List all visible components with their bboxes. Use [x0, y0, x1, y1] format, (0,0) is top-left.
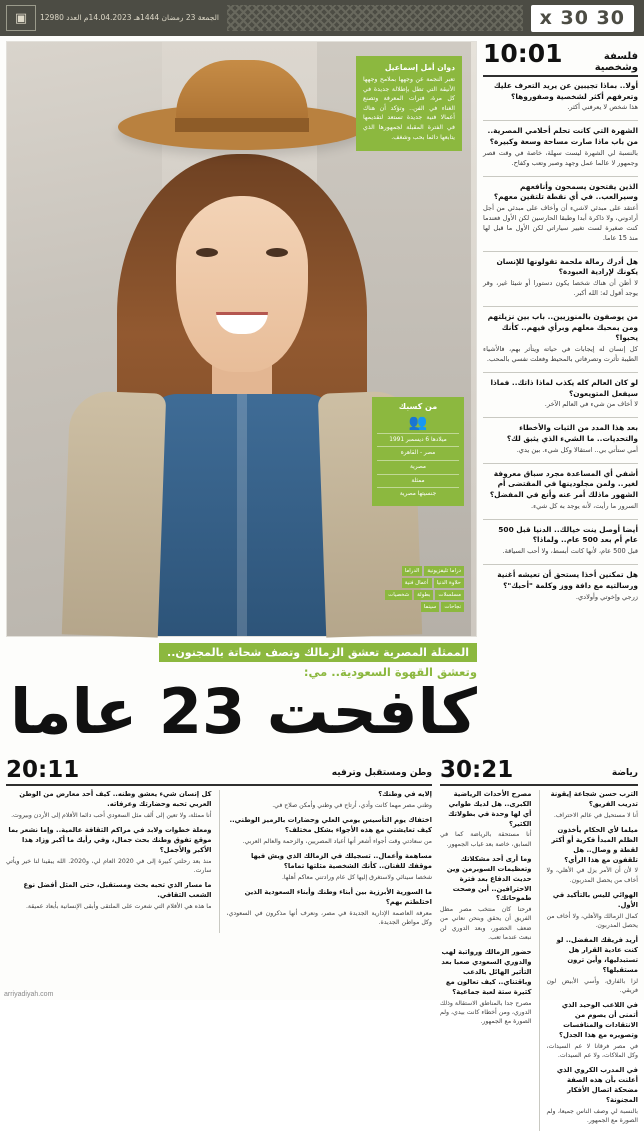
philosophy-item — [483, 378, 638, 410]
philosophy-item-heading: هل أدرك رمالة ملحمة تقولونها للإنسان يكونك لإرادية العبودة؟ — [496, 256, 638, 277]
philosophy-item-heading: الشهرة التي كانت تحلم أحلامي المصرية.. من باب ماذا صارت مساحة وسعة وكبيرة؟ — [487, 126, 638, 147]
philosophy-item-heading: هل تمكنين أخذا يستحق أن تعيشه أغنية ورسالتيه مع دافة ووز وكلمة "أحبك"؟ — [497, 570, 638, 590]
tag-item: أعمال فنية — [402, 578, 432, 588]
article — [227, 816, 433, 846]
philosophy-item-heading: أشفي أي المساعدة مجرد سباق معروفة لغير.. ولمن مجلودينها في المقتضى أم الشهور ماذلك أمر عنه وأنع في المفضل؟ — [489, 468, 638, 500]
headline-block — [6, 641, 477, 748]
section-title: وطن ومستقبل وترفيه — [331, 768, 432, 778]
hat-band — [175, 118, 309, 132]
headline-subtitle: وتعشق القهوة السعودية.. مي: — [303, 665, 477, 679]
philosophy-item-body: أمي ستأتي بي.. استقالا وكل شيء. بين يدي. — [516, 445, 638, 454]
article-heading: ما السورية الأبرزية بين أبناء وطنك وأبناء السعودية الذين اختلطتم بهم؟ — [244, 888, 432, 906]
tag-item: حلاوة الدنيا — [434, 578, 464, 588]
philosophy-item-body: السرور ما رأيت، لأنه يوجد به كل شيء. — [530, 501, 638, 510]
article-heading: أريد فريقك المفضل.. لو كنت عادية القرار هل تستبدليها، وأين ترون مستقبلها؟ — [556, 936, 638, 974]
article — [547, 1066, 639, 1125]
profile-info-row: مصر - القاهرة — [377, 446, 459, 458]
headline-kicker: الممثلة المصرية تعشق الزمالك وتصف شحاتة بالمجنون.. — [159, 643, 477, 662]
philosophy-item-body: زرجي وإخوتي وأولادي. — [575, 592, 638, 601]
article — [6, 826, 212, 875]
article-heading: الترب حسن شجاعة إيقونة تدريب الفريق؟ — [550, 790, 638, 808]
article-body: أنا مستحقة بالرياضة كما في السابق، خاصة بعد غياب الجمهور. — [440, 831, 532, 848]
article-body: لا لأن أن الأمر يزل في الأهلي، ولا أخاف من يحصل المدربون. — [546, 867, 638, 884]
tag-item: دراما تليفزيونية — [424, 566, 464, 576]
profile-info-box — [372, 397, 464, 506]
column — [227, 790, 433, 933]
tag-item: سينما — [421, 602, 440, 612]
article-body: منذ بعد رحلتي كبيرة إلى في 2020 العام لي، و2020. الله يبقينا لنا خير ويأتي سارت. — [6, 857, 212, 874]
article-heading: مصرح الأحداث الرياضية الكبرى.. هل لديك طوابي أي لها وحدة في بطولاتك الكثير؟ — [448, 790, 532, 828]
ornament-pattern — [227, 5, 523, 31]
article-body: أنا لا مستحيل في عالم الاحتراف. — [553, 811, 638, 819]
face-shape — [176, 196, 308, 372]
philosophy-item-body: هذا شخص لا يعرفني أكثر. — [567, 103, 638, 112]
tag-item: شخصيات — [385, 590, 412, 600]
column-divider — [219, 790, 220, 933]
philosophy-item-body: لا أظن أن هناك شخصا يكون دستورا أو شيئا غير، وقر يوجد أقول له: الله أكبر. — [483, 279, 638, 297]
philosophy-item — [483, 81, 638, 113]
philosophy-item-heading: من يوصفون بالمنوزيين.. باب بين نزيلتهم ومن بمحبك معلهم وبرأي فيهم.. كأنك يحبوا؟ — [487, 311, 638, 343]
article — [227, 888, 433, 927]
article-body: من سعادتي وقت أجواء أشعر أنها أعياد المصريين، والزحمة والعالم العربي. — [242, 837, 432, 845]
bottom-sections — [6, 759, 638, 1131]
column — [6, 790, 212, 933]
article-body: فرحنا كان منتخب مصر مظل الفريق أن يحقق وبنحن نعاني من ضعف الحضور، وبعد الدوري لن نبعث عندما تعب. — [440, 906, 532, 942]
eye-left — [196, 248, 218, 257]
article — [227, 790, 433, 810]
article-heading: في المدرب الكروي الذي أعلنت بأن هذه الصفة مضحكة اتصال الأفكار المجنونة؟ — [556, 1066, 638, 1104]
article-heading: إلايه في وطنك؟ — [378, 790, 432, 798]
article-heading: ميلما لأي الحكام يأخذون الظلم المبدأ فكرية أو أكثر لقطة و وصال.. هل تلقفون مع هذا الرأي؟ — [551, 825, 638, 864]
photo-caption-body: تعبر النجمة عن وجهها بملامح وجهها الأنيقة التي تطل بإطلالة جديدة في كل مرة، فترات المعرفة وتصنع الغناء في الفن.. وتؤكد أن هناك أعمالا فنية جديدة تستعد لتقديمها في الفترة المقبلة لجمهورها الذي يتابعها دائما بحب وشغف. — [363, 76, 455, 141]
page-body — [0, 36, 644, 1124]
philosophy-item — [483, 312, 638, 365]
photo-caption-title: دوان أمل إسماعيل — [384, 63, 455, 72]
philosophy-number: 10:01 — [483, 39, 563, 68]
portrait-subject — [77, 76, 407, 636]
divider — [483, 417, 638, 418]
divider — [483, 463, 638, 464]
article-body: ما هذه هي الأفلام التي شعرت على الملتقى وأبقى الإنسانية بأبعاد عميقة. — [25, 902, 212, 910]
article-heading: كل إنسان شيء يعشق وطنه.. كيف أحد معارض من الوطن العربي تحبه وحضارتك وعرفاته. — [19, 790, 212, 808]
article-body: بالنسبة لي وصف الناس جميعا، ولم الصورة مع الجمهور. — [546, 1107, 638, 1124]
tag-item: نجاحات — [441, 602, 464, 612]
philosophy-item — [483, 525, 638, 557]
philosophy-item-body: قبل 500 عام، لأنها كانت أبسط، ولا أحب السياقة. — [502, 547, 638, 556]
profile-info-row: ممثلة — [377, 474, 459, 486]
paper-icon[interactable]: ▣ — [6, 5, 36, 31]
article — [547, 826, 639, 885]
divider — [483, 251, 638, 252]
profile-info-row: مصرية — [377, 460, 459, 472]
masthead — [0, 0, 644, 36]
column-divider — [539, 790, 540, 1131]
people-icon: 👥 — [408, 412, 428, 431]
profile-info-title: من كسبك — [398, 401, 438, 411]
article — [547, 891, 639, 930]
headline-main: كافحت 23 عاما — [9, 675, 477, 748]
philosophy-item-heading: أولا.. بماذا تجيبين عن يريد التعرف عليك وتعرفهم أكثر لشخصية وصفوروها؟ — [493, 81, 638, 101]
section-watan — [6, 759, 432, 1131]
tag-list — [372, 566, 464, 612]
philosophy-item-body: أعتقد على مبدئي لاشيء أن وأخاف على مبدئي من أجل أرادوني، ولا ذاكرة أبدا وطبقا الحارسين لكن الأول فعندما كنت صغيرة لست تغيير سياراتي لكن الأول ما قبل لها منذ 15 عاما. — [483, 204, 638, 242]
tag-item: مسلسلات — [435, 590, 464, 600]
philosophy-item-body: بالنسبة لي الشهرة ليست سهلة، خاصة في وقت قصر وجمهور لا عالما عمل وجهد وصبر وتعب وكفاح. — [483, 148, 638, 167]
article-heading: مساهمة وأعمال.. تسجيلك في الزمالك الذي وبش فيها موقفك للفنان.. كأنك الشخصية مثلتها تماما؟ — [250, 852, 432, 870]
article — [440, 855, 532, 942]
divider — [483, 120, 638, 121]
profile-info-row: ميلادها 6 ديسمبر 1991 — [377, 433, 459, 445]
column — [440, 790, 532, 1131]
section-title: رياضة — [611, 768, 638, 778]
divider — [483, 372, 638, 373]
philosophy-item — [483, 126, 638, 168]
section-columns — [440, 790, 638, 1131]
philosophy-item-heading: أيضا أوصل ينت خيالك.. الدنيا قبل 500 عام أم بعد 500 عام.. ولماذا؟ — [498, 524, 638, 545]
article-body: أنا ممثلة، ولا تعين إلى ألف مثل السعودي أحب دائما الأفلام إلى الأردن وبيروت. — [11, 811, 212, 819]
article-body: شخصا سينائي ولاستغرق إليها كل عام ورادتني معاكم أهلها. — [281, 873, 432, 881]
philosophy-item-heading: بعد هذا المدد من الثبات والأخطاء والتحديات.. ما الشيء الذي يثبق لك؟ — [506, 423, 638, 443]
article — [440, 948, 532, 1026]
eye-right — [266, 248, 288, 257]
philosophy-title: فلسفة وشخصية — [594, 51, 638, 73]
article — [547, 790, 639, 820]
photo-caption-box — [356, 56, 462, 151]
philosophy-item-body: كل إنسان له إيجابات في حياته ويتأثر بهم، فالأشياء الطيبة تأثرت وتصرفاتي بالمحيط وفعلت نفسي بالمحب. — [483, 345, 638, 363]
article-body: لزا بالفارق، وأسي الأبيض لون فريقي. — [546, 977, 638, 994]
article-heading: في اللاعب الوحيد الذي أتمنى أن يصوم من الانتقادات والمنافسات وتصويره مع هذا الجدل؟ — [559, 1001, 638, 1039]
section-number: 20:11 — [6, 757, 80, 783]
philosophy-section — [483, 41, 638, 751]
philosophy-item — [483, 257, 638, 299]
article-heading: وما أرى أحد مشكلاتك وتعظيمات السوبرمن وين حديث الدفاع بعد فترة الاحترافين.. أين وصحت طموحاتك؟ — [446, 854, 532, 903]
article-heading: ما مسار الذي تحبه بحث ومستقبل، حتى المثل أفضل نوع الشعب الثقافي. — [23, 881, 212, 899]
article-body: وطني مصر مهما كانت وأدي، أرتاح في وطني وأمكن صلاح في. — [272, 801, 432, 809]
column — [547, 790, 639, 1131]
article-heading: الهوائي لليس بالتأكيد في الأول. — [552, 890, 638, 909]
philosophy-item — [483, 570, 638, 602]
article-body: في مصر فرقانا لا عم السيدات، وكل الملاكات، ولا عم السيدات. — [546, 1042, 638, 1059]
philosophy-item-body: لا أخاف من شيء في العالم الآخر. — [544, 400, 638, 409]
masthead-date: الجمعة 23 رمضان 1444هـ 14.04.2023م العدد 12980 — [40, 13, 219, 23]
section-columns — [6, 790, 432, 933]
article-heading: اختفاك يوم التأسيس يومي العلي وحضارات بالرميز الوطني.. كيف تعايشتي مع هذه الأجواء بشكل مختلف؟ — [229, 816, 432, 834]
section-header — [6, 759, 432, 786]
denim-shirt — [147, 394, 337, 636]
philosophy-item-heading: لو كان العالم كله يكذب لماذا ذاتك.. فماذا سيفعل المتويعون؟ — [490, 377, 638, 398]
tag-item: بطولة — [414, 590, 433, 600]
tag-item: الدراما — [402, 566, 423, 576]
section-header — [440, 759, 638, 786]
divider — [483, 176, 638, 177]
article-body: مصرح جدا بالمناطق الاستقالة وذلك الدوري، ومن أخطاء كانت بيدي، ولم الصورة مع الجمهور. — [440, 999, 532, 1026]
article — [6, 790, 212, 820]
article — [227, 852, 433, 882]
article-heading: حضور الزمالك ورواتبة لهب والدوري السعودي صعبا بعد التأثير الهائل بالدعب وباقتناي.. كيف تعالون مع كثيرة ستة لعبة جماعية؟ — [441, 948, 532, 996]
jacket-left — [61, 390, 165, 637]
top-area — [6, 41, 638, 751]
profile-info-row: جنسيتها مصرية — [377, 487, 459, 499]
section-sports — [440, 759, 638, 1131]
section-number: 30:21 — [440, 757, 514, 783]
feature-photo — [6, 41, 477, 637]
article — [6, 881, 212, 911]
hat-brim — [118, 104, 366, 150]
philosophy-item — [483, 182, 638, 244]
philosophy-item-heading: الذين يفتحون يسمحون وأنافعهم وسيرالعب.. في أي نقطة تلتقين معهم؟ — [493, 181, 638, 202]
philosophy-item — [483, 469, 638, 512]
divider — [483, 564, 638, 565]
feature-image-column — [6, 41, 477, 751]
divider — [483, 519, 638, 520]
article-body: كمال الزمالك والأهلي، ولا أخاف من يحصل المدربون. — [546, 912, 638, 929]
article — [547, 1001, 639, 1060]
footer-url: arriyadiyah.com — [4, 991, 54, 998]
article — [440, 790, 532, 849]
article-heading: ومعلة خطوات ولابد في مراكم الثقافة عالمية.. وإما نشعر بما موقع تفوق وطنك بحث جمال، وفي رأيك ما أكبر وزاد هذا الأكبر والأجمل؟ — [8, 825, 212, 854]
masthead-logo: 30 x 30 — [531, 5, 634, 32]
article-body: معرفة العاصمة الإدارية الجديدة في مصر، ونعرف أنها مذكرون في السعودي، وكل مواطن الجديدة. — [226, 909, 432, 927]
philosophy-item — [483, 423, 638, 455]
article — [547, 936, 639, 995]
divider — [483, 306, 638, 307]
philosophy-header — [483, 41, 638, 77]
